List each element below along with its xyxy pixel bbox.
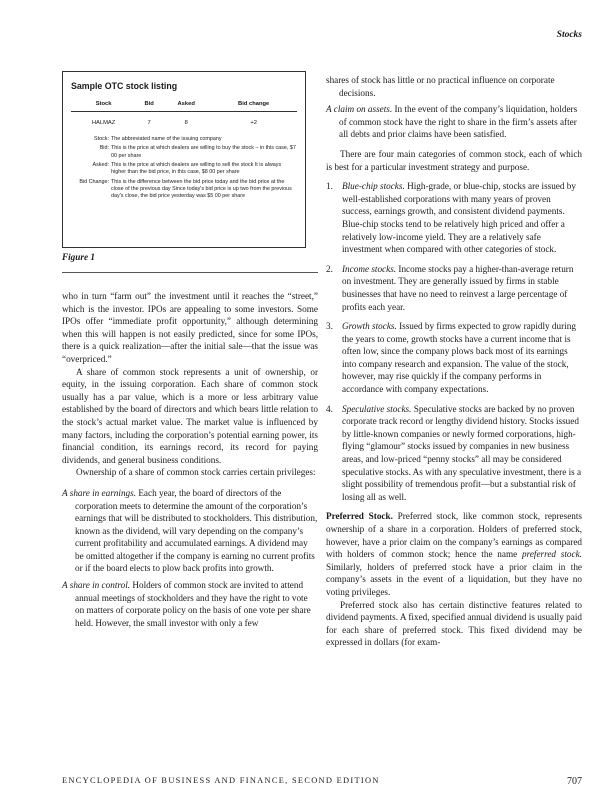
list-item-text: Income stocks pay a higher-than-average return on investment. They are generally issued by firms in stable businesses that have no need to reinvest a large percentage of profits each year. [342,263,574,312]
table-row [71,112,297,137]
figure-box [62,71,306,248]
table-header: Bid change [210,101,297,112]
list-item-body [342,403,582,504]
list-item-body [342,180,582,256]
list-item-lead: Income stocks. [342,263,397,274]
list-item-lead: Blue-chip stocks. [342,181,405,192]
paragraph-text: Similarly, holders of preferred stock have a prior claim in the company’s assets in the event of a liquidation, but they have no voting privileges. [326,561,582,597]
categories-list [326,180,582,503]
list-item [326,403,582,504]
table-header: Stock [71,101,136,112]
list-item [326,180,582,256]
definition-text: This is the price at which dealers are willing to sell the stock It is always higher than the bid price, in this case, $8 00 per share [111,162,282,176]
list-item [62,487,318,575]
list-item-lead: A share in earnings. [62,487,137,498]
list-item [62,579,318,629]
definition-term: Stock: [94,136,109,142]
definition-term: Bid Change: [79,178,109,185]
definition-list [71,136,297,200]
definition-text: The abbreviated name of the issuing company [111,136,222,142]
list-item-lead: Speculative stocks. [342,403,412,414]
list-item-text: Holders of common stock are invited to attend annual meetings of stockholders and they have the right to vote on matters of corporate policy on the basis of one vote per share held. However, the small investor with only a few [75,580,311,628]
list-item-lead: Growth stocks. [342,321,397,332]
list-item-lead: A claim on assets. [326,104,393,115]
definition-text: This is the price at which dealers are willing to buy the stock – in this case, $7 00 per share [111,145,296,159]
list-item-text: Each year, the board of directors of the corporation meets to determine the amount of the corporation’s earnings that will be distributed to stockholders. This distribution, known as the dividend, will vary depending on the company’s current profitability and accumulated earnings. A dividend may be omitted altogether if the company is earning no current profits or if the board elects to plow back profits into growth. [75,487,318,574]
table-header: Bid [136,101,162,112]
paragraph: There are four main categories of common stock, each of which is best for a particular investment strategy and purpose. [326,148,582,172]
table-cell: +2 [250,120,257,126]
page-number: 707 [567,776,582,787]
definition-term: Asked: [92,162,109,169]
list-number: 1. [326,181,333,192]
footer-title: ENCYCLOPEDIA OF BUSINESS AND FINANCE, SECOND EDITION [62,776,380,785]
definition-text: This is the difference between the bid price today and the bid price at the close of the previous day Since today's bid price is up two from the previous day's close, the bid price yesterday was $5 00 per share [111,178,292,199]
figure-caption: Figure 1 [62,252,95,262]
list-item-text: Issued by firms expected to grow rapidly during the years to come, growth stocks have a current income that is often low, since the company plows back most of its earnings into company research and expansion. The value of the stock, however, may rise quickly if the company performs in accordance with company expectations. [342,321,576,395]
list-item-body [342,320,582,396]
emphasis: preferred stock. [522,549,582,560]
paragraph-text: Preferred stock, like common stock, represents ownership of a share in a corporation. Holders of preferred stock, however, have a prior claim on the company’s earnings as compared with holders of common stock; hence the name [326,511,582,560]
list-item-text: shares of stock has little or no practical influence on corporate decisions. [326,75,555,98]
list-number: 2. [326,263,333,274]
list-item [326,263,582,313]
stock-listing-table [71,101,297,136]
list-number: 4. [326,403,333,414]
paragraph: Preferred stock also has certain distinctive features related to dividend payments. A fixed, specified annual dividend is usually paid for each share of preferred stock. This fixed dividend may be expressed in dollars (for exam- [326,599,582,648]
figure-title: Sample OTC stock listing [71,81,178,91]
definition-item [71,162,297,176]
table-cell: 7 [147,120,151,126]
definition-item [71,179,297,200]
paragraph: Ownership of a share of common stock carries certain privileges: [76,467,316,478]
paragraph: A share of common stock represents a unit of ownership, or equity, in the issuing corporation. Each share of common stock usually has a par value, which is a more or less arbitrary value established by the board of directors and which bears little relation to the stock’s actual market value. The market value is influenced by many factors, including the corporation’s potential earning power, its financial condition, its earnings record, its record for paying dividends, and general business conditions. [62,366,318,465]
section-lead: Preferred Stock. [326,511,393,522]
table-cell: HALMAZ [91,120,116,126]
list-item [326,103,582,141]
table-header: Asked [162,101,210,112]
list-item-text: Speculative stocks are backed by no proven corporate track record or lengthy dividend history. Stocks issued by little-known companies or newly formed corporations, high-flying “glamour” stocks issued by companies in new business areas, and low-priced “penny stocks” all may be considered speculative stocks. As with any speculative investment, there is a slight possibility of tremendous profit—but a substantial risk of losing all as well. [342,403,582,502]
paragraph: who in turn “farm out” the investment until it reaches the “street,” which is the investor. IPOs are appealing to some investors. Some IPOs offer “immediate profit opportunity,” although determining when this will happen is not easily predicted, since for some IPOs, there is a quick realization—after the initial sale—that the issue was “overpriced.” [62,291,318,364]
list-item [326,320,582,396]
running-head: Stocks [556,30,582,40]
list-item-continued [326,74,582,99]
definition-item [71,145,297,159]
definition-item [71,136,297,143]
paragraph [326,510,582,598]
list-item-text: High-grade, or blue-chip, stocks are issued by well-established corporations with many years of proven success, earnings growth, and consistent dividend payments. Blue-chip stocks tend to be relatively high priced and offer a relatively low-income yield. They are a relatively safe investment when compared with other categories of stock. [342,181,576,255]
list-item-lead: A share in control. [62,580,131,591]
privileges-list [62,487,318,630]
figure-divider [62,272,318,273]
list-number: 3. [326,321,333,332]
right-column [326,74,582,649]
left-column [62,290,318,633]
definition-term: Bid: [99,145,109,152]
list-item-body [342,263,582,313]
list-item-text: In the event of the company’s liquidation, holders of common stock have the right to share in the firm’s assets after all debts and prior claims have been satisfied. [339,104,578,140]
table-cell: 8 [184,120,188,126]
